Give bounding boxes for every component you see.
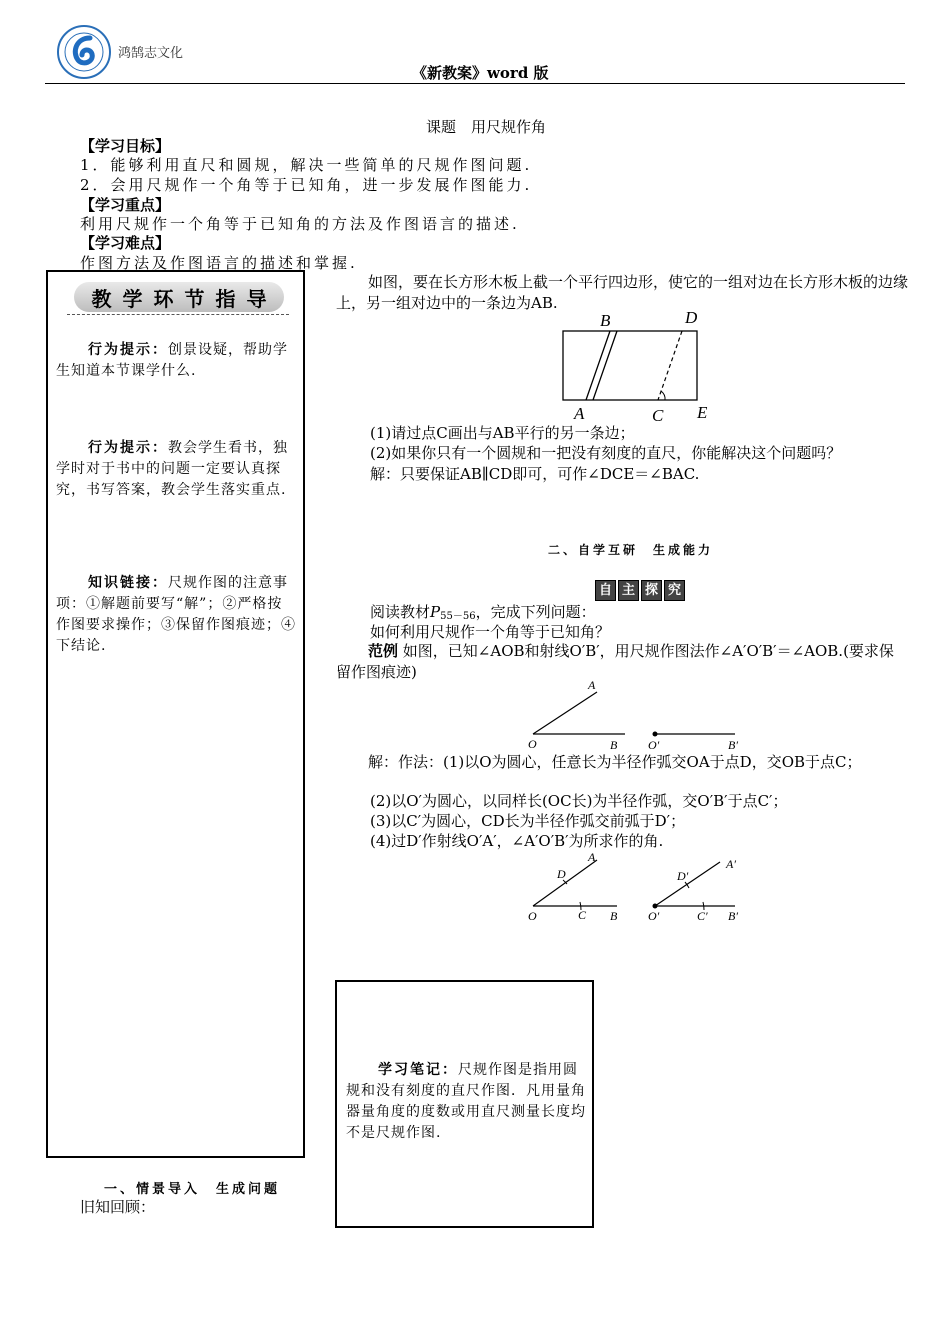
notes-label: 学习笔记：: [378, 1062, 458, 1078]
problem1-answer: 解：只要保证AB∥CD即可，可作∠DCE＝∠BAC.: [370, 465, 700, 483]
brand-logo: [56, 24, 112, 80]
tip-2-label: 行为提示：: [88, 440, 168, 456]
badge-char: 节: [184, 286, 205, 311]
solution-step-2: (2)以O′为圆心，以同样长(OC长)为半径作弧，交O′B′于点C′；: [370, 792, 788, 810]
goal-2: 2．会用尺规作一个角等于已知角，进一步发展作图能力.: [80, 176, 533, 194]
lesson-topic: 课题 用尺规作角: [426, 118, 547, 136]
read-suffix: ，完成下列问题：: [475, 603, 596, 621]
section-1-title: 一、情景导入 生成问题: [104, 1182, 281, 1197]
guidance-sidebar: [46, 270, 305, 1158]
label-e: E: [697, 403, 708, 422]
goals-heading: 【学习目标】: [80, 137, 171, 155]
badge-char: 探: [641, 580, 662, 601]
segment-ab-inner: [593, 331, 617, 400]
given-angle-figure: [525, 676, 755, 756]
logo-icon: [56, 24, 112, 80]
segment-cd: [658, 331, 682, 400]
read-pages: 55－56: [440, 611, 476, 622]
example-label: 范例: [368, 642, 399, 660]
label-b-prime: B′: [728, 909, 738, 923]
tip-2-text: 教会学生看书，独学时对于书中的问题一定要认真探究，书写答案，教会学生落实重点.: [56, 440, 288, 498]
section-2-title: 二、自学互研 生成能力: [548, 543, 714, 557]
badge-char: 导: [246, 286, 267, 311]
label-d-prime: D′: [677, 869, 689, 883]
question-text: 如何利用尺规作一个角等于已知角？: [370, 623, 611, 641]
tip-2: [56, 438, 296, 501]
label-d: D: [557, 867, 566, 881]
label-b: B: [610, 909, 618, 923]
notes-text: 尺规作图是指用圆规和没有刻度的直尺作图．凡用量角器量角度的度数或用直尺测量长度均不是尺规作图.: [346, 1062, 586, 1141]
badge-char: 学: [122, 286, 143, 311]
solution-step-4: (4)过D′作射线O′A′，∠A′O′B′为所求作的角.: [370, 832, 664, 850]
read-p: P: [430, 603, 441, 621]
tip-1-text: 创景设疑，帮助学生知道本节课学什么.: [56, 342, 288, 379]
goal-1: 1．能够利用直尺和圆规，解决一些简单的尺规作图问题.: [80, 156, 533, 174]
teaching-guide-badge: [74, 282, 284, 312]
doc-title: 《新教案》word 版: [412, 64, 549, 82]
study-notes: [346, 1060, 586, 1144]
board-figure: [555, 308, 725, 426]
badge-char: 自: [595, 580, 616, 601]
read-prefix: 阅读教材: [370, 603, 431, 621]
label-b: B: [600, 311, 611, 330]
label-a: A: [588, 850, 596, 864]
label-d: D: [685, 308, 698, 327]
label-o: O: [528, 737, 537, 751]
label-c: C: [578, 908, 587, 922]
brand-name: 鸿鹄志文化: [118, 46, 184, 61]
badge-char: 教: [91, 286, 112, 311]
badge-char: 究: [664, 580, 685, 601]
self-study-badge: [595, 580, 687, 601]
label-o-prime: O′: [648, 909, 660, 923]
problem1-q2: (2)如果你只有一个圆规和一把没有刻度的直尺，你能解决这个问题吗？: [370, 444, 842, 462]
solution-step-3: (3)以C′为圆心，CD长为半径作弧交前弧于D′；: [370, 812, 686, 830]
tip-1-label: 行为提示：: [88, 342, 168, 358]
segment-ab: [586, 331, 610, 400]
label-a: A: [574, 404, 585, 423]
label-c: C: [652, 406, 664, 425]
badge-char: 主: [618, 580, 639, 601]
badge-divider: [67, 314, 289, 315]
key-heading: 【学习重点】: [80, 196, 171, 214]
construction-figure: [525, 848, 760, 928]
badge-char: 环: [153, 286, 174, 311]
tip-3-label: 知识链接：: [88, 575, 168, 591]
problem1-intro: 如图，要在长方形木板上截一个平行四边形，使它的一组对边在长方形木板的边缘上，另一组对边中的一条边为AB.: [336, 273, 909, 312]
label-o: O: [528, 909, 537, 923]
label-a-prime: A′: [726, 857, 736, 871]
badge-char: 指: [215, 286, 236, 311]
tip-3: [56, 573, 296, 657]
solution-step-1: 解：作法：(1)以O为圆心，任意长为半径作弧交OA于点D，交OB于点C；: [368, 753, 862, 771]
difficulty-heading: 【学习难点】: [80, 234, 171, 252]
label-c-prime: C′: [697, 909, 708, 923]
key-text: 利用尺规作一个角等于已知角的方法及作图语言的描述.: [80, 215, 520, 233]
review-label: 旧知回顾：: [80, 1198, 156, 1216]
tip-1: [56, 340, 296, 382]
label-b: B: [610, 738, 618, 752]
problem1-q1: (1)请过点C画出与AB平行的另一条边；: [370, 424, 635, 442]
example-text: 如图，已知∠AOB和射线O′B′，用尺规作图法作∠A′O′B′＝∠AOB.(要求保留作图痕迹): [336, 642, 894, 681]
label-o-prime: O′: [648, 738, 660, 752]
label-a: A: [588, 678, 596, 692]
tip-3-text: 尺规作图的注意事项：①解题前要写“解”；②严格按作图要求操作；③保留作图痕迹；④下结论.: [56, 575, 296, 654]
header-rule: [45, 83, 905, 84]
difficulty-text: 作图方法及作图语言的描述和掌握.: [80, 254, 358, 272]
label-b-prime: B′: [728, 738, 738, 752]
